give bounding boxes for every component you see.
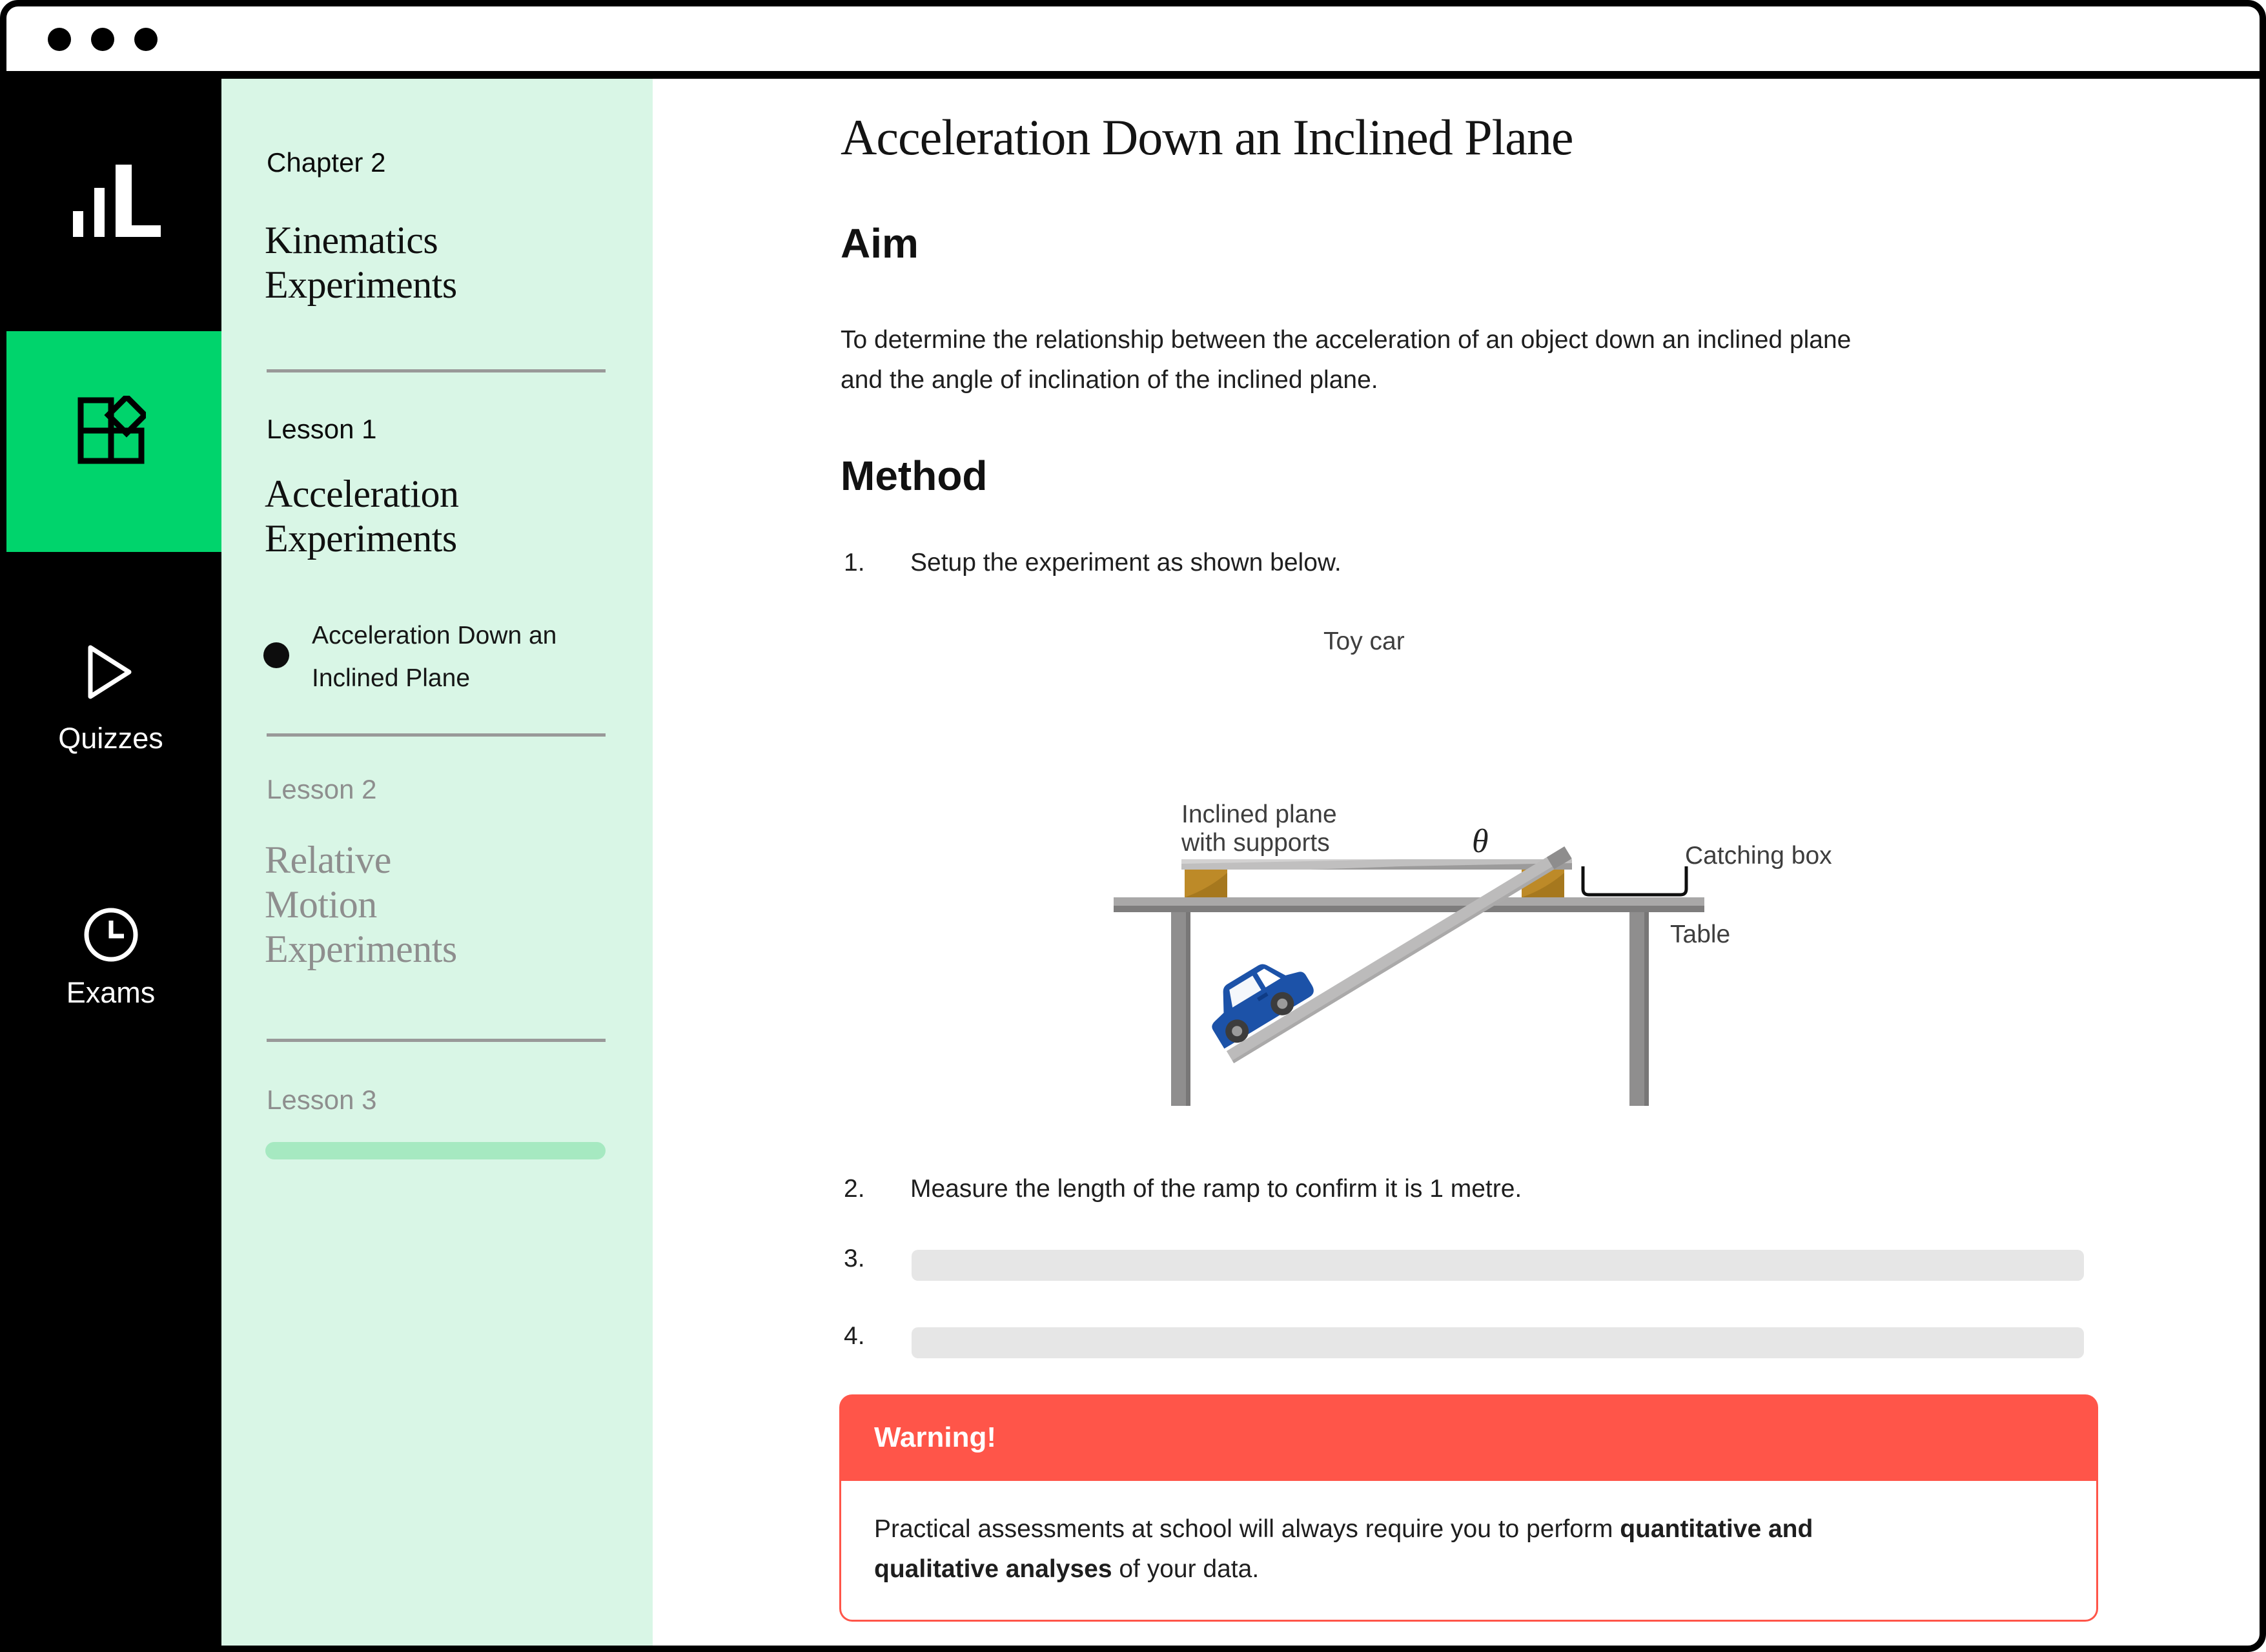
sidebar-item-quizzes[interactable] bbox=[0, 634, 221, 828]
lesson-content bbox=[653, 79, 2266, 1652]
table-label: Table bbox=[1670, 921, 1731, 948]
lesson-label: Lesson 3 bbox=[267, 1085, 377, 1115]
divider bbox=[267, 1039, 606, 1042]
support-block bbox=[1185, 870, 1227, 897]
chapter-label: Chapter 2 bbox=[267, 147, 386, 178]
app-logo-icon bbox=[65, 165, 162, 237]
lesson-title-relative-motion-experiments[interactable]: Relative Motion Experiments bbox=[265, 839, 457, 970]
toy-car-label: Toy car bbox=[1323, 627, 1405, 655]
lesson-sidebar bbox=[221, 79, 653, 1652]
chapter-title[interactable]: Kinematics Experiments bbox=[265, 219, 457, 306]
window-control-dot[interactable] bbox=[134, 28, 158, 51]
window-control-dot[interactable] bbox=[91, 28, 114, 51]
sidebar-item-theory[interactable] bbox=[0, 331, 221, 582]
divider bbox=[267, 369, 606, 372]
page-title: Acceleration Down an Inclined Plane bbox=[841, 109, 1573, 165]
lesson-progress-bar bbox=[265, 1142, 606, 1159]
aim-heading: Aim bbox=[841, 220, 919, 267]
app-sidebar bbox=[0, 79, 221, 1652]
topic-bullet bbox=[263, 642, 289, 668]
clock-icon bbox=[80, 904, 142, 966]
inclined-plane-label: Inclined plane bbox=[1181, 801, 1337, 828]
sidebar-item-exams[interactable] bbox=[0, 900, 221, 1094]
divider bbox=[267, 733, 606, 737]
step-number: 2. bbox=[844, 1175, 865, 1203]
warning-header bbox=[839, 1394, 2098, 1481]
category-icon bbox=[76, 396, 146, 465]
window-control-dot[interactable] bbox=[48, 28, 71, 51]
step-number: 1. bbox=[844, 549, 865, 576]
step-text: Setup the experiment as shown below. bbox=[910, 549, 1342, 576]
step-placeholder bbox=[912, 1327, 2084, 1358]
inclined-plane-label: with supports bbox=[1181, 829, 1330, 857]
step-number: 4. bbox=[844, 1322, 865, 1350]
warning-callout bbox=[839, 1394, 2098, 1622]
topic-acceleration-down-inclined-plane[interactable]: Acceleration Down an Inclined Plane bbox=[312, 622, 557, 692]
method-heading: Method bbox=[841, 453, 988, 499]
warning-text: Practical assessments at school will always require you to perform quantitative and qualitative analyses of your data. bbox=[874, 1515, 1813, 1583]
window-titlebar bbox=[0, 0, 2266, 79]
step-number: 3. bbox=[844, 1245, 865, 1272]
aim-paragraph: To determine the relationship between the acceleration of an object down an inclined plane and the angle of inclination of the inclined plane. bbox=[841, 326, 1852, 394]
theta-angle-label: θ bbox=[1472, 823, 1489, 860]
step-text: Measure the length of the ramp to confirm it is 1 metre. bbox=[910, 1175, 1522, 1203]
catching-box bbox=[1583, 866, 1686, 895]
sidebar-item-label: Theory bbox=[65, 549, 156, 582]
lesson-label: Lesson 2 bbox=[267, 774, 377, 804]
step-placeholder bbox=[912, 1250, 2084, 1281]
sidebar-item-label: Exams bbox=[66, 976, 156, 1009]
plank bbox=[1181, 859, 1572, 870]
lesson-label: Lesson 1 bbox=[267, 414, 377, 444]
warning-body bbox=[839, 1481, 2098, 1622]
lesson-title-acceleration-experiments[interactable]: Acceleration Experiments bbox=[265, 473, 459, 560]
catching-box-label: Catching box bbox=[1685, 842, 1832, 870]
warning-title: Warning! bbox=[874, 1422, 996, 1453]
table-top bbox=[1114, 897, 1704, 906]
sidebar-item-label: Quizzes bbox=[58, 722, 163, 755]
play-icon bbox=[87, 643, 136, 701]
experiment-diagram bbox=[1091, 607, 1898, 1136]
